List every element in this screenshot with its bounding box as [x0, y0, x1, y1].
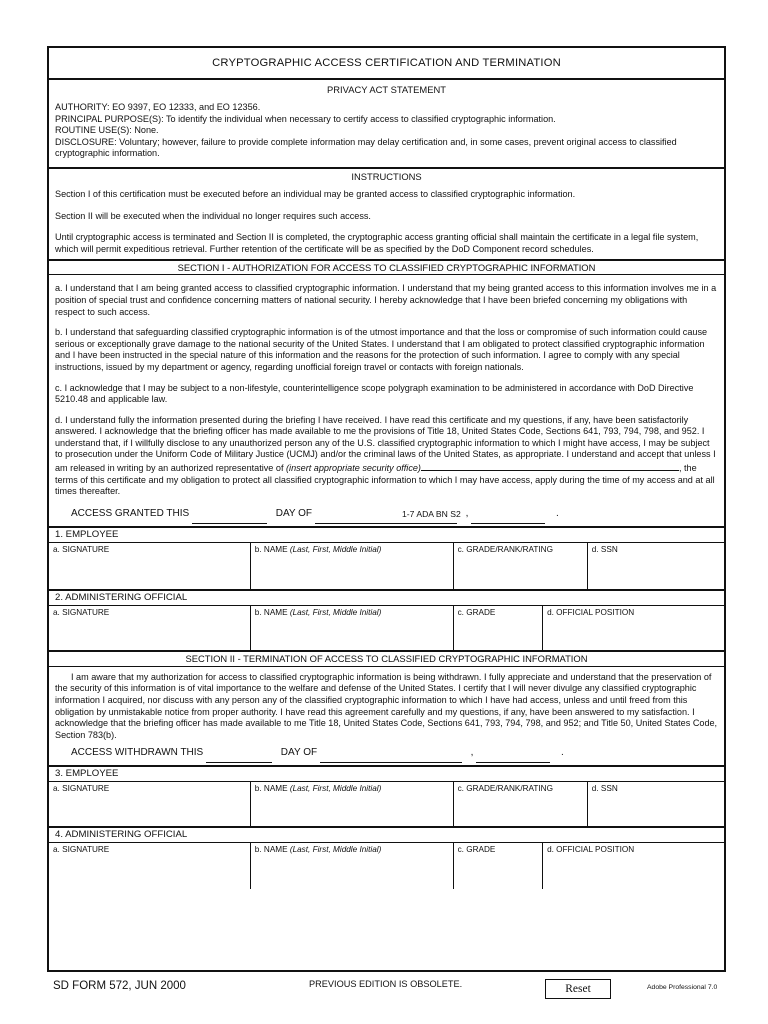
access-granted-line: ACCESS GRANTED THIS DAY OF , .: [49, 504, 724, 524]
section-two-text: I am aware that my authorization for access to classified cryptographic information is being withdrawn. I fully appreciate and understand that the preservation of the security of this information is of vital importance to the welfare and defense of the United States. I certify that I will never divulge any classified cryptographic information I acquired, nor discuss with any person any of the classified cryptographic information to which I have had access, unless and until freed from this obligation by unmistakable notice from proper authority. I have read this agreement carefully and my questions, if any, have been answered to my satisfaction. I acknowledge that the briefing officer has made available to me Title 18, United States Code, Sections 641, 793, 794, 798, and 952; and Title 50, United States Code, Section 783(b).: [55, 671, 718, 740]
employee-one-signature[interactable]: a. SIGNATURE: [49, 543, 251, 589]
employee-two-grade[interactable]: c. GRADE/RANK/RATING: [454, 782, 588, 826]
section-two-heading: SECTION II - TERMINATION OF ACCESS TO CLASSIFIED CRYPTOGRAPHIC INFORMATION: [49, 652, 724, 667]
access-granted-year-field[interactable]: [471, 509, 545, 524]
instruction-3: Until cryptographic access is terminated and Section II is completed, the cryptographic access granting official shall maintain the certificate in a legal file system, which will permit expeditious retrieval. Further retention of the certificate will be as specified by the DoD Component record schedules.: [55, 232, 699, 254]
routine-use-text: ROUTINE USE(S): None.: [55, 125, 159, 136]
authority-text: AUTHORITY: EO 9397, EO 12333, and EO 12356.: [55, 102, 261, 112]
disclosure-text: DISCLOSURE: Voluntary; however, failure to provide complete information may delay certification and, in some cases, prevent original access to classified cryptographic information.: [55, 136, 677, 159]
section-one-para-c: c. I acknowledge that I may be subject to a non-lifestyle, counterintelligence scope polygraph examination to be administered in accordance with DoD Directive 5210.48 and applicable law.: [55, 382, 694, 405]
official-two-signature[interactable]: a. SIGNATURE: [49, 843, 251, 889]
section-one-para-b: b. I understand that safeguarding classified cryptographic information is of the utmost importance and that the loss or compromise of such information could cause serious or exceptionally grave damage to the national security of the United States. I understand that I am obligated to protect classified cryptographic information and I have been instructed in the special nature of this information and the reasons for the protection of such information. I agree to comply with any special instructions, issued by my department or agency, regarding unofficial foreign travel or contacts with foreign nationals.: [55, 327, 708, 372]
instruction-1: Section I of this certification must be executed before an individual may be granted access to classified cryptographic information.: [55, 188, 576, 199]
section-one-para-a: a. I understand that I am being granted access to classified cryptographic information. I understand that my being granted access to this information involves me in a position of special trust and confidence concerning matters of national security. I hereby acknowledge that I have been briefed concerning my obligations with respect to such access.: [55, 283, 717, 317]
instruction-2: Section II will be executed when the individual no longer requires such access.: [55, 210, 371, 221]
insert-security-office-hint: (insert appropriate security office): [286, 463, 421, 474]
official-one-grade[interactable]: c. GRADE: [454, 606, 544, 650]
employee-one-grade[interactable]: c. GRADE/RANK/RATING: [454, 543, 588, 589]
section-one-para-d: d. I understand fully the information presented during the briefing I have received. I have read this certificate and my questions, if any, have been satisfactorily answered. I acknowledge that the briefing officer has made available to me the provisions of Title 18, United States Code, Sections 641, 793, 794, 798, and 952. I understand that, if I willfully disclose to any unauthorized person any of the U.S. classified cryptographic information to which I might have access, I may be subject to prosecution under the Uniform Code of Military Justice (UCMJ) and/or the criminal laws of the United States, as appropriate. I understand and accept that unless I am released in writing by an authorized representative of (insert appropriate security office) , the terms of this certificate and my obligation to protect all classified cryptographic information to which I may have access, apply during the time of my access and at all times thereafter.: [55, 414, 716, 497]
official-two-label: 4. ADMINISTERING OFFICIAL: [49, 828, 724, 843]
form-title: CRYPTOGRAPHIC ACCESS CERTIFICATION AND TERMINATION: [49, 48, 724, 80]
instructions-heading: INSTRUCTIONS: [351, 170, 422, 182]
privacy-act-heading: PRIVACY ACT STATEMENT: [327, 84, 446, 95]
employee-one-label: 1. EMPLOYEE: [49, 526, 724, 543]
employee-one-row: [49, 543, 724, 591]
security-office-value[interactable]: 1-7 ADA BN S2: [402, 509, 461, 520]
official-one-name[interactable]: b. NAME (Last, First, Middle Initial): [251, 606, 454, 650]
employee-two-name[interactable]: b. NAME (Last, First, Middle Initial): [251, 782, 454, 826]
employee-two-signature[interactable]: a. SIGNATURE: [49, 782, 251, 826]
access-withdrawn-month-field[interactable]: [320, 748, 462, 763]
official-two-name[interactable]: b. NAME (Last, First, Middle Initial): [251, 843, 454, 889]
employee-one-name[interactable]: b. NAME (Last, First, Middle Initial): [251, 543, 454, 589]
reset-button[interactable]: Reset: [545, 979, 611, 999]
employee-one-ssn[interactable]: d. SSN: [591, 544, 618, 554]
access-withdrawn-year-field[interactable]: [476, 748, 550, 763]
official-one-position[interactable]: d. OFFICIAL POSITION: [547, 607, 635, 617]
section-one: [49, 259, 724, 524]
access-withdrawn-line: ACCESS WITHDRAWN THIS DAY OF , .: [49, 743, 724, 763]
form-number: SD FORM 572, JUN 2000: [53, 980, 186, 992]
access-granted-day-field[interactable]: [192, 509, 267, 524]
cryptographic-access-form: [47, 46, 726, 972]
previous-edition-note: PREVIOUS EDITION IS OBSOLETE.: [309, 979, 463, 989]
principal-purpose-text: PRINCIPAL PURPOSE(S): To identify the individual when necessary to certify access to classified cryptographic information.: [55, 113, 556, 124]
employee-two-row: [49, 782, 724, 828]
section-one-heading: SECTION I - AUTHORIZATION FOR ACCESS TO CLASSIFIED CRYPTOGRAPHIC INFORMATION: [49, 261, 724, 275]
official-one-signature[interactable]: a. SIGNATURE: [49, 606, 251, 650]
official-one-label: 2. ADMINISTERING OFFICIAL: [49, 591, 724, 606]
security-office-input[interactable]: [421, 461, 679, 471]
form-footer: [47, 976, 726, 1002]
employee-two-ssn[interactable]: d. SSN: [591, 784, 618, 794]
section-two: [49, 652, 724, 764]
instructions-section: [49, 167, 724, 259]
privacy-act-section: [49, 83, 724, 167]
employee-two-label: 3. EMPLOYEE: [49, 765, 724, 782]
software-note: Adobe Professional 7.0: [647, 984, 718, 991]
official-two-grade[interactable]: c. GRADE: [454, 843, 544, 889]
access-withdrawn-day-field[interactable]: [206, 748, 272, 763]
official-two-row: [49, 843, 724, 889]
official-one-row: [49, 606, 724, 652]
official-two-position[interactable]: d. OFFICIAL POSITION: [547, 845, 635, 855]
